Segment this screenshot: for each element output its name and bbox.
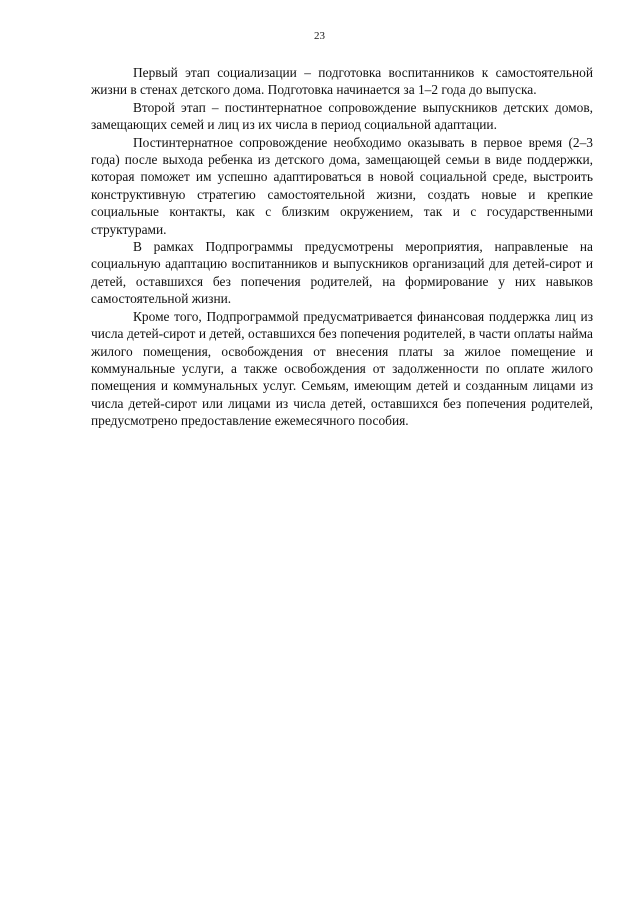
paragraph-second-stage: Второй этап – постинтернатное сопровождение выпускников детских домов, замещающих семей и лиц из их числа в период социальной адаптации. bbox=[91, 99, 593, 133]
document-body bbox=[91, 64, 593, 430]
paragraph-subprogram-measures: В рамках Подпрограммы предусмотрены мероприятия, направленые на социальную адаптацию воспитанников и выпускников организаций для детей-сирот и детей, оставшихся без попечения родителей, на формирование у них навыков самостоятельной жизни. bbox=[91, 239, 593, 307]
paragraph-financial-support: Кроме того, Подпрограммой предусматривается финансовая поддержка лиц из числа детей-сирот и детей, оставшихся без попечения родителей, в части оплаты найма жилого помещения, освобождения от внесения платы за жилое помещение и коммунальные услуги, а также освобождения от задолженности по оплате жилого помещения и коммунальных услуг. Семьям, имеющим детей и созданным лицами из числа детей-сирот или лицами из числа детей, оставшихся без попечения родителей, предусмотрено предоставление ежемесячного пособия. bbox=[91, 308, 593, 429]
paragraph-first-stage: Первый этап социализации – подготовка воспитанников к самостоятельной жизни в стенах детского дома. Подготовка начинается за 1–2 года до выпуска. bbox=[91, 65, 593, 98]
paragraph-post-boarding-support: Постинтернатное сопровождение необходимо оказывать в первое время (2–3 года) после выхода ребенка из детского дома, замещающей семьи в виде поддержки, которая поможет им успешно адаптироваться в новой социальной среде, выстроить конструктивную стратегию самостоятельной жизни, создать новые и крепкие социальные контакты, как с близким окружением, так и с государственными структурами. bbox=[91, 134, 593, 237]
page-number: 23 bbox=[314, 30, 325, 42]
